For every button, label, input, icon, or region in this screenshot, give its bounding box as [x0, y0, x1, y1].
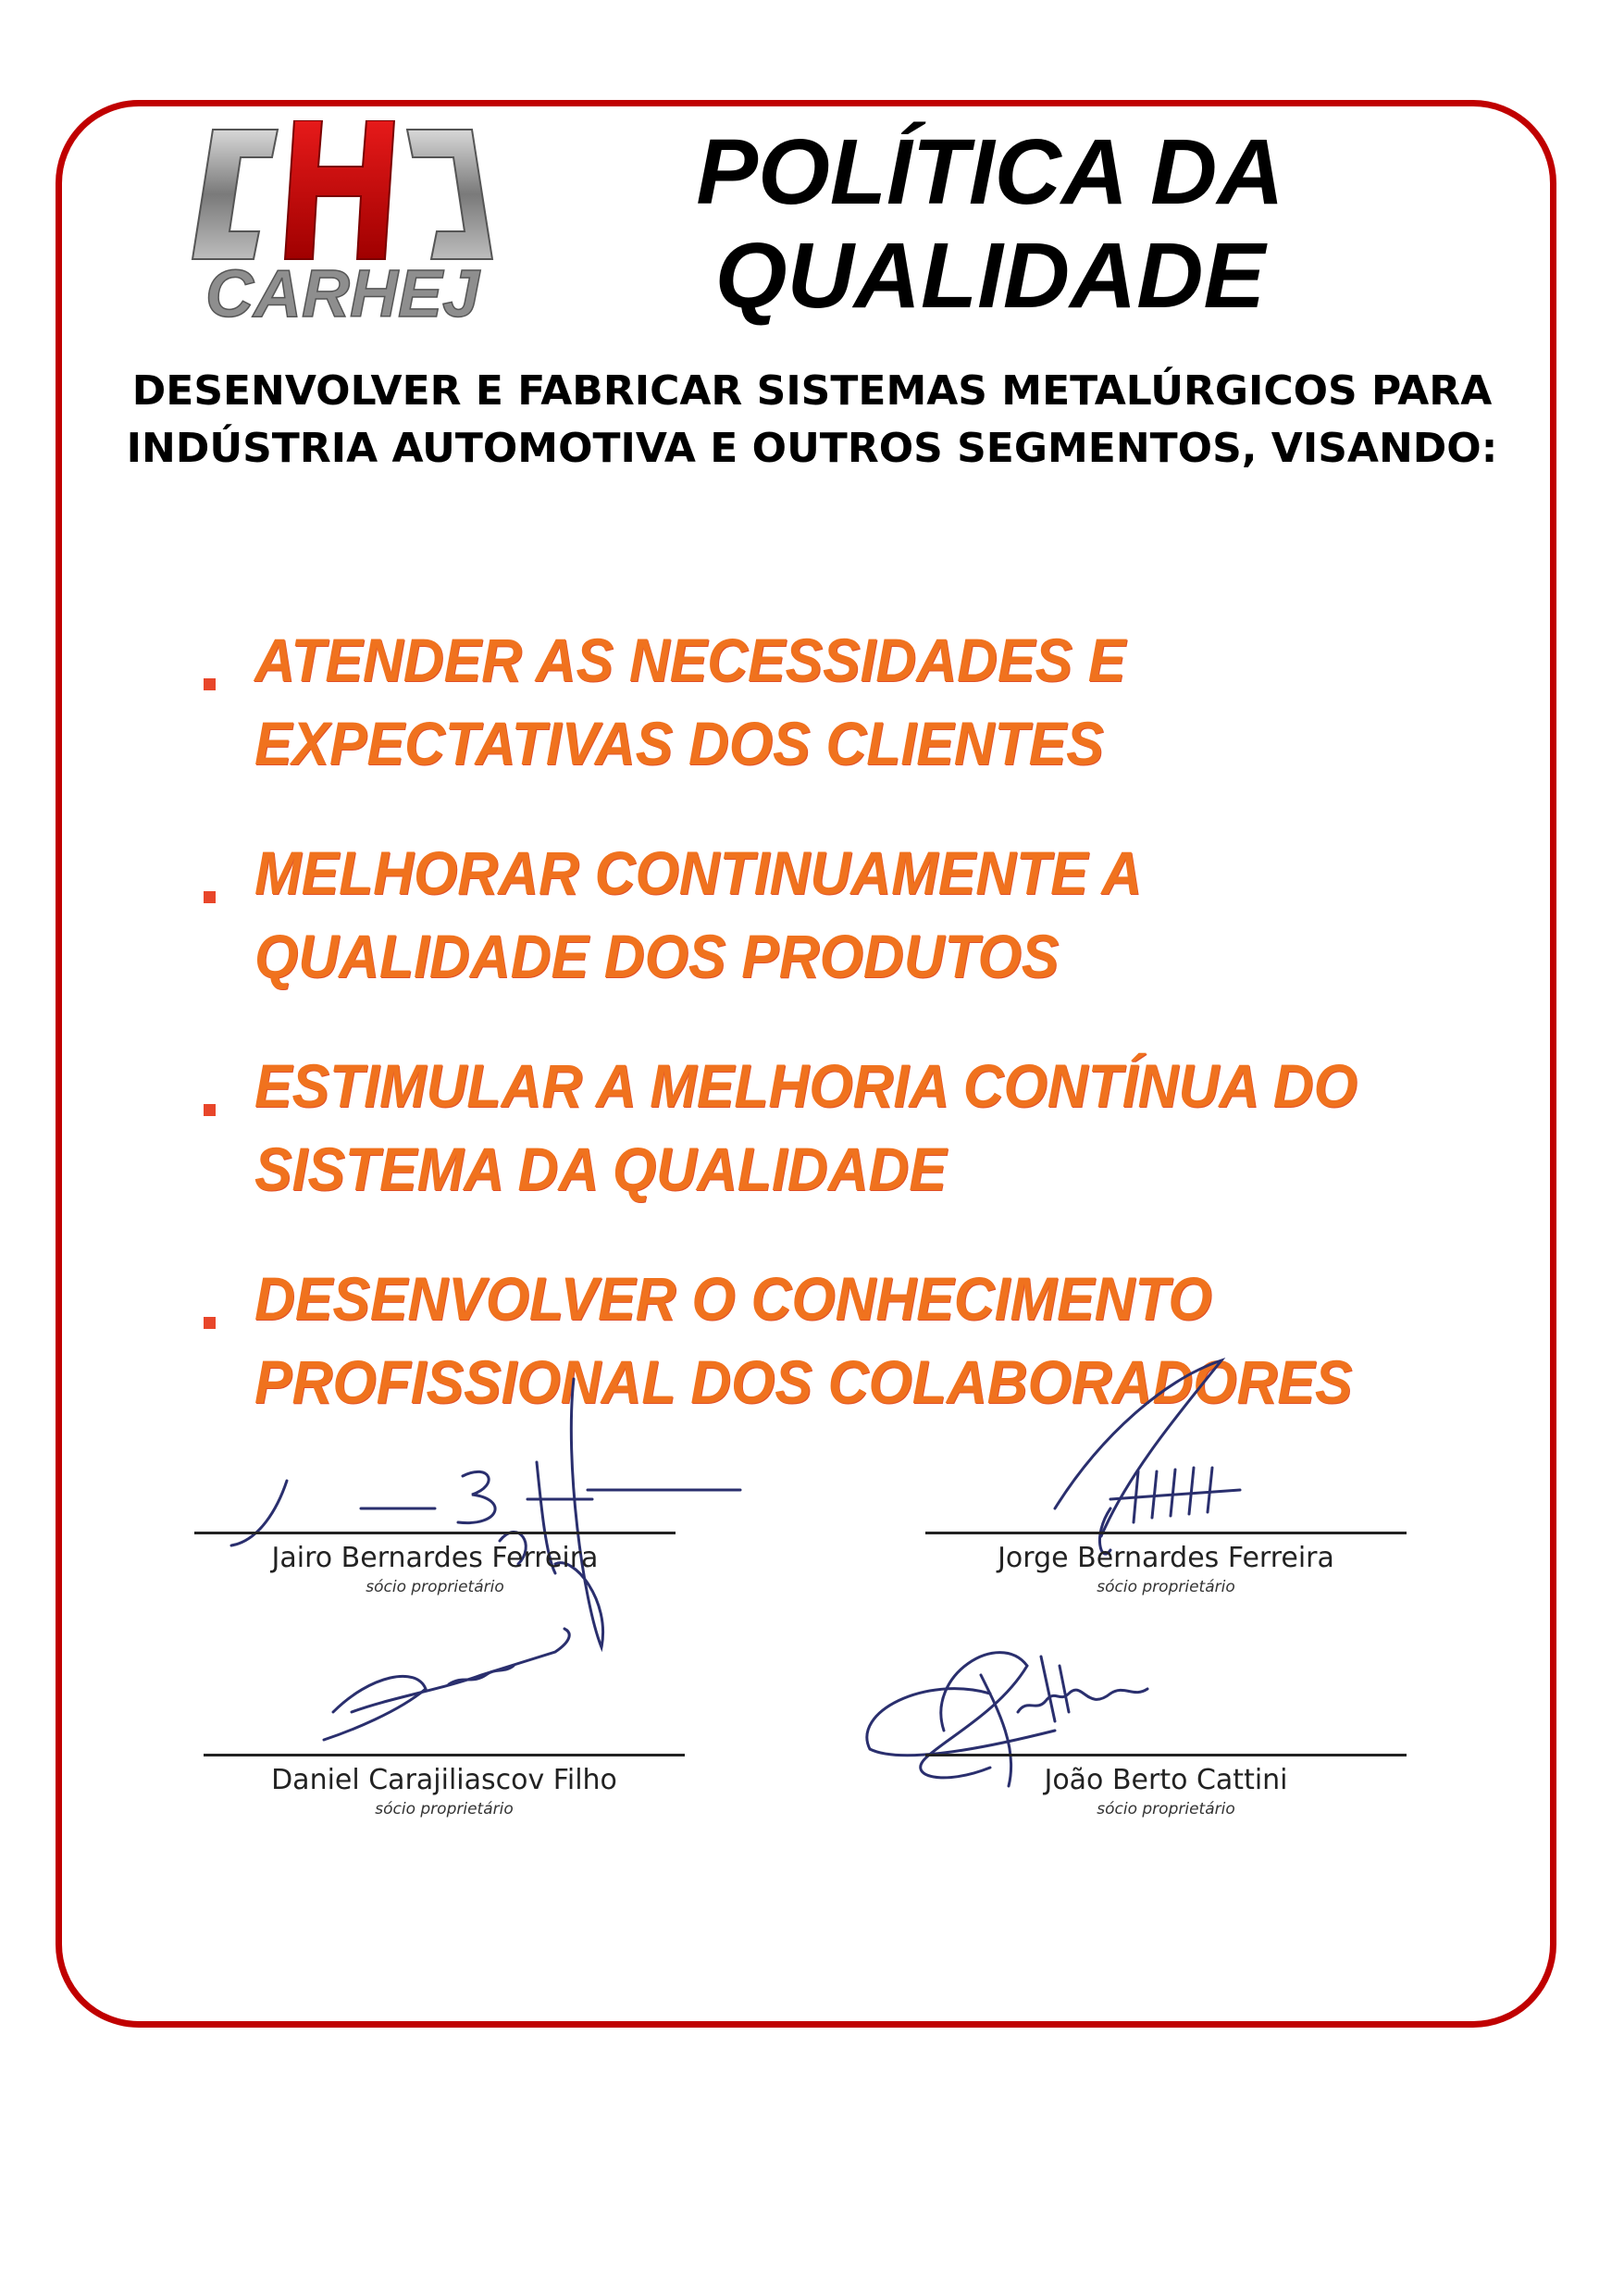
intro-statement [74, 363, 1550, 478]
goal-line-1: ESTIMULAR A MELHORIA CONTÍNUA DO [254, 1051, 1357, 1120]
title-line-1: POLÍTICA DA [696, 120, 1284, 224]
title-line-2: QUALIDADE [714, 224, 1266, 328]
signature-jorge [925, 1532, 1407, 1596]
goal-line-2: EXPECTATIVAS DOS CLIENTES [254, 709, 1104, 777]
bullet-icon [204, 1104, 216, 1116]
page-title [592, 120, 1388, 328]
signature-line [194, 1532, 676, 1534]
signer-role: sócio proprietário [1097, 1578, 1235, 1596]
list-item [185, 831, 1499, 1044]
signer-role: sócio proprietário [366, 1578, 504, 1596]
signature-jairo [194, 1532, 676, 1596]
signer-role: sócio proprietário [375, 1800, 514, 1818]
goal-line-2: PROFISSIONAL DOS COLABORADORES [254, 1347, 1353, 1416]
signer-name: João Berto Cattini [1044, 1764, 1288, 1796]
signature-line [204, 1754, 685, 1756]
list-item [185, 618, 1499, 831]
signature-line [925, 1754, 1407, 1756]
goal-line-1: DESENVOLVER O CONHECIMENTO [254, 1264, 1212, 1333]
signer-name: Daniel Carajiliascov Filho [271, 1764, 617, 1796]
signer-role: sócio proprietário [1097, 1800, 1235, 1818]
carhej-logo [176, 120, 509, 333]
bullet-icon [204, 891, 216, 903]
goal-line-2: SISTEMA DA QUALIDADE [254, 1135, 947, 1203]
signature-daniel [204, 1754, 685, 1818]
goal-text [254, 831, 1412, 998]
intro-line-1: DESENVOLVER E FABRICAR SISTEMAS METALÚRGICOS PARA [131, 367, 1493, 415]
signer-name: Jorge Bernardes Ferreira [998, 1542, 1334, 1574]
signatures-block [222, 1323, 1425, 1879]
bullet-icon [204, 1317, 216, 1329]
brand-name: CARHEJ [205, 257, 480, 331]
goal-text [254, 618, 1412, 785]
goal-line-2: QUALIDADE DOS PRODUTOS [254, 922, 1060, 990]
signature-line [925, 1532, 1407, 1534]
list-item [185, 1044, 1499, 1257]
goal-text [254, 1044, 1412, 1210]
goal-line-1: ATENDER AS NECESSIDADES E [254, 626, 1126, 694]
signature-joao [925, 1754, 1407, 1818]
bullet-icon [204, 678, 216, 690]
signer-name: Jairo Bernardes Ferreira [271, 1542, 599, 1574]
intro-line-2: INDÚSTRIA AUTOMOTIVA E OUTROS SEGMENTOS, VISANDO: [126, 425, 1498, 472]
goal-line-1: MELHORAR CONTINUAMENTE A [254, 838, 1143, 907]
